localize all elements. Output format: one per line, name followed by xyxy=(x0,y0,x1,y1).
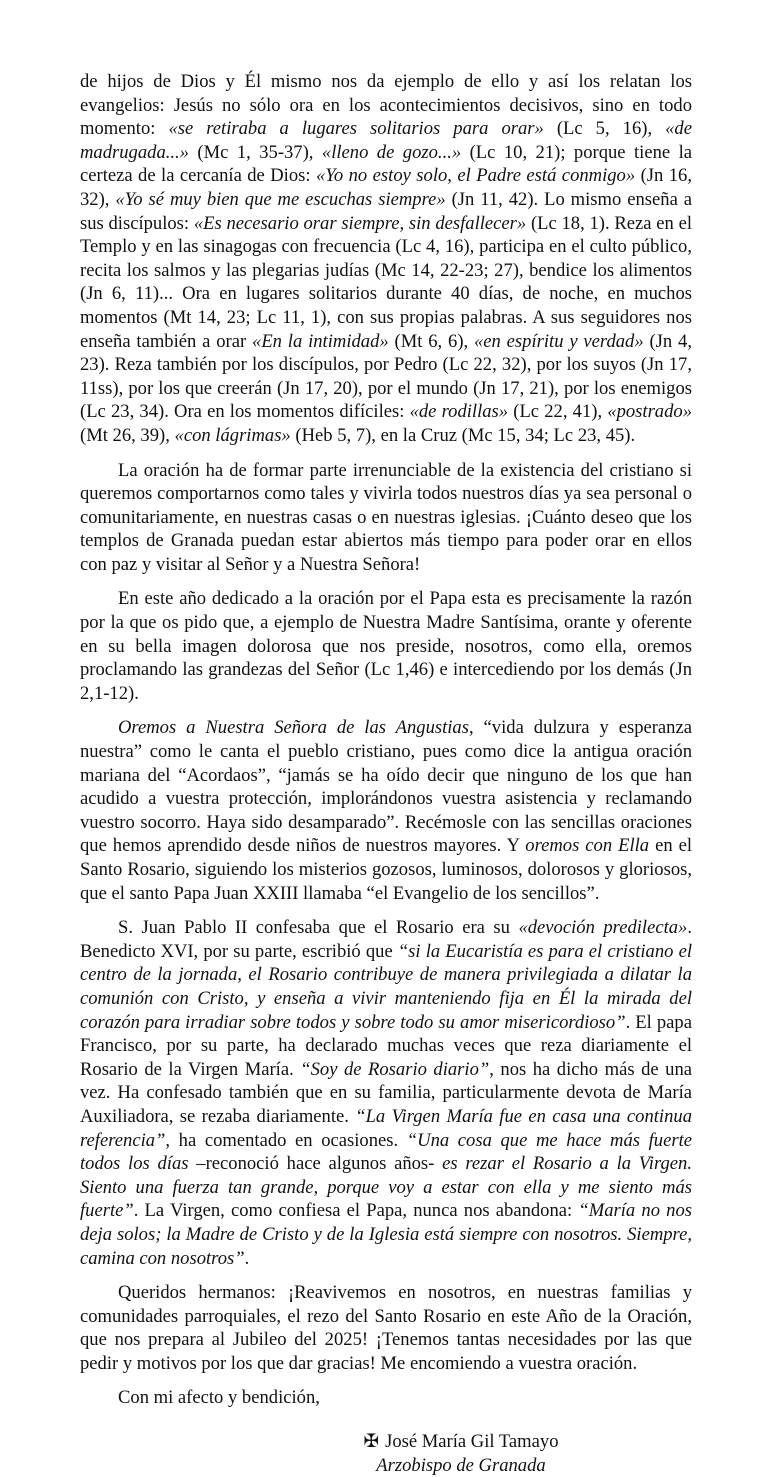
paragraph-3 xyxy=(80,587,692,705)
text-run: (Lc 18, 1). Reza en el Templo y en las sinagogas con frecuencia (Lc 4, 16), participa en el culto público, recita los salmos y las plegarias judías (Mc 14, 22-23; 27), bendice los alimentos (Jn 6, 11)... Ora en lugares solitarios durante 40 días, de noche, en muchos momentos (Mt 14, 23; Lc 11, 1), con sus propias palabras. A sus seguidores nos enseña también a orar xyxy=(80,212,692,352)
closing-salutation: Con mi afecto y bendición, xyxy=(118,1387,320,1409)
text-run: (Jn 11, 42). Lo mismo enseña a sus discípulos: xyxy=(80,188,692,234)
italic-quote: «se retiraba a lugares solitarios para orar» xyxy=(168,118,544,140)
text-run: , nos ha dicho más de una vez. Ha confesado también que en su familia, particularmente devota de María Auxiliadora, se rezaba diariamente. xyxy=(80,1058,692,1127)
letter-page xyxy=(80,70,692,1477)
text-run: (Mc 1, 35-37), xyxy=(188,141,322,163)
paragraph-5 xyxy=(80,916,692,1270)
text-run: , ha comentado en ocasiones. xyxy=(165,1129,407,1151)
text-run: En este año dedicado a la oración por el Papa esta es precisamente la razón por la que os pido que, a ejemplo de Nuestra Madre Santísima, orante y oferente en su bella imagen dolorosa que nos preside, nosotros, como ella, oremos proclamando las grandezas del Señor (Lc 1,46) e intercediendo por los demás (Jn 2,1-12). xyxy=(80,588,692,704)
paragraph-1 xyxy=(80,70,692,448)
italic-quote: «en espíritu y verdad» xyxy=(474,330,644,352)
italic-quote: “Una cosa que me hace más fuerte todos los días xyxy=(80,1129,692,1175)
text-run: S. Juan Pablo II confesaba que el Rosario era su xyxy=(118,917,519,939)
italic-quote: «En la intimidad» xyxy=(252,330,389,352)
signature-block xyxy=(80,1430,692,1477)
text-run: . La Virgen, como confiesa el Papa, nunca nos abandona: xyxy=(133,1200,579,1222)
text-run: de hijos de Dios y Él mismo nos da ejemplo de ello y así los relatan los evangelios: Jesús no sólo ora en los acontecimientos decisivos, sino en todo momento: xyxy=(80,71,692,140)
text-run: (Jn 4, 23). Reza también por los discípulos, por Pedro (Lc 22, 32), por los suyos (Jn 17, 11ss), por los que creerán (Jn 17, 20), por el mundo (Jn 17, 21), por los enemigos (Lc 23, 34). Ora en los momentos difíciles: xyxy=(80,330,692,423)
text-run: La oración ha de formar parte irrenunciable de la existencia del cristiano si queremos comportarnos como tales y vivirla todos nuestros días ya sea personal o comunitariamente, en nuestras casas o en nuestras iglesias. ¡Cuánto deseo que los templos de Granada puedan estar abiertos más tiempo para poder orar en ellos con paz y visitar al Señor y a Nuestra Señora! xyxy=(80,459,692,575)
text-run: (Mt 6, 6), xyxy=(388,330,474,352)
italic-quote: «Yo sé muy bien que me escuchas siempre» xyxy=(115,188,446,210)
text-run: (Lc 5, 16), xyxy=(543,118,666,140)
signature-name: José María Gil Tamayo xyxy=(385,1431,559,1453)
paragraph-2 xyxy=(80,459,692,577)
paragraph-4 xyxy=(80,716,692,905)
italic-quote: “Soy de Rosario diario” xyxy=(300,1058,490,1080)
text-run: . El papa Francisco, por su parte, ha declarado muchas veces que reza diariamente el Rosario de la Virgen María. xyxy=(80,1011,692,1080)
text-run: en el Santo Rosario, siguiendo los misterios gozosos, luminosos, dolorosos y gloriosos, que el santo Papa Juan XXIII llamaba “el Evangelio de los sencillos”. xyxy=(80,835,693,904)
text-run: . Benedicto XVI, por su parte, escribió que xyxy=(80,917,693,962)
italic-quote: «con lágrimas» xyxy=(174,424,291,446)
paragraph-6 xyxy=(80,1281,692,1375)
italic-quote: «de madrugada...» xyxy=(80,118,692,163)
italic-quote: «Yo no estoy solo, el Padre está conmigo» xyxy=(315,165,636,187)
signature-title: Arzobispo de Granada xyxy=(376,1454,546,1476)
text-run: (Jn 16, 32), xyxy=(80,165,692,210)
italic-quote: “La Virgen María fue en casa una continua referencia” xyxy=(80,1105,692,1151)
italic-quote: «Es necesario orar siempre, sin desfallecer» xyxy=(193,212,527,234)
text-run: . xyxy=(244,1247,250,1269)
italic-quote: «postrado» xyxy=(607,401,692,423)
cross-icon: ✠ xyxy=(363,1431,380,1453)
italic-quote: oremos con Ella xyxy=(525,835,650,857)
text-run: Queridos hermanos: ¡Reavivemos en nosotros, en nuestras familias y comunidades parroquiales, el rezo del Santo Rosario en este Año de la Oración, que nos prepara al Jubileo del 2025! ¡Tenemos tantas necesidades por las que pedir y motivos por los que dar gracias! Me encomiendo a vuestra oración. xyxy=(80,1282,692,1374)
text-run: –reconoció hace algunos años- xyxy=(188,1153,443,1175)
text-run: , “vida dulzura y esperanza nuestra” como le canta el pueblo cristiano, pues como dice la antigua oración mariana del “Acordaos”, “jamás se ha oído decir que ninguno de los que han acudido a vuestra protección, implorándonos vuestra asistencia y reclamando vuestro socorro. Haya sido desamparado”. Recémosle con las sencillas oraciones que hemos aprendido desde niños de nuestros mayores. Y xyxy=(80,717,692,857)
italic-quote: «lleno de gozo...» xyxy=(321,141,462,163)
italic-quote: es rezar el Rosario a la Virgen. Siento una fuerza tan grande, porque voy a estar con ella y me siento más fuerte” xyxy=(80,1153,692,1222)
italic-quote: “si la Eucaristía es para el cristiano el centro de la jornada, el Rosario contribuye de manera privilegiada a dilatar la comunión con Cristo, y enseña a vivir manteniendo fija en Él la mirada del corazón para irradiar sobre todos y sobre todo su amor misericordioso” xyxy=(80,940,692,1033)
italic-quote: Oremos a Nuestra Señora de las Angustias xyxy=(118,717,469,739)
signature-name-line xyxy=(230,1430,692,1454)
italic-quote: «devoción predilecta» xyxy=(518,917,688,939)
text-run: (Heb 5, 7), en la Cruz (Mc 15, 34; Lc 23, 45). xyxy=(290,424,636,446)
text-run: (Mt 26, 39), xyxy=(80,424,175,446)
text-run: (Lc 10, 21); porque tiene la certeza de la cercanía de Dios: xyxy=(80,141,692,187)
text-run: (Lc 22, 41), xyxy=(508,401,608,423)
italic-quote: «de rodillas» xyxy=(409,401,509,423)
italic-quote: “María no nos deja solos; la Madre de Cristo y de la Iglesia está siempre con nosotros. Siempre, camina con nosotros” xyxy=(80,1200,693,1269)
